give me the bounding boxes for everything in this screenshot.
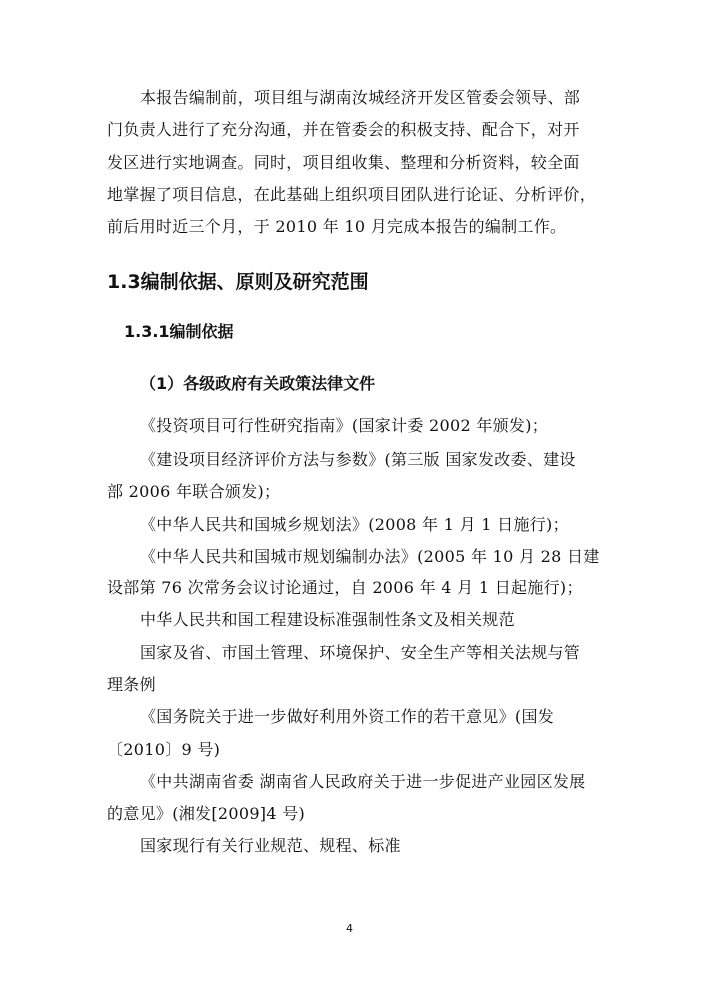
intro-line: 本报告编制前，项目组与湖南汝城经济开发区管委会领导、部 bbox=[140, 88, 581, 107]
reference-line: 设部第 76 次常务会议讨论通过，自 2006 年 4 月 1 日起施行)； bbox=[107, 578, 583, 597]
reference-line: 《投资项目可行性研究指南》(国家计委 2002 年颁发)； bbox=[140, 416, 549, 435]
reference-line: 〔2010〕9 号) bbox=[107, 740, 221, 759]
reference-line: 中华人民共和国工程建设标准强制性条文及相关规范 bbox=[140, 610, 515, 629]
intro-line: 地掌握了项目信息，在此基础上组织项目团队进行论证、分析评价， bbox=[107, 185, 597, 204]
reference-line: 《中共湖南省委 湖南省人民政府关于进一步促进产业园区发展 bbox=[140, 772, 586, 791]
reference-line: 《中华人民共和国城市规划编制办法》(2005 年 10 月 28 日建 bbox=[140, 547, 600, 566]
reference-line: 的意见》(湘发[2009]4 号) bbox=[107, 804, 306, 823]
reference-line: 《国务院关于进一步做好利用外资工作的若干意见》(国发 bbox=[140, 707, 555, 726]
intro-line: 门负责人进行了充分沟通，并在管委会的积极支持、配合下，对开 bbox=[107, 120, 580, 139]
subsection-heading: 1.3.1编制依据 bbox=[124, 322, 234, 341]
reference-line: 理条例 bbox=[107, 675, 156, 694]
subsubsection-heading: （1）各级政府有关政策法律文件 bbox=[140, 374, 376, 393]
intro-line: 发区进行实地调查。同时，项目组收集、整理和分析资料，较全面 bbox=[107, 153, 580, 172]
reference-line: 《中华人民共和国城乡规划法》(2008 年 1 月 1 日施行)； bbox=[140, 515, 569, 534]
reference-line: 部 2006 年联合颁发)； bbox=[107, 482, 281, 501]
reference-line: 国家现行有关行业规范、规程、标准 bbox=[140, 836, 401, 855]
reference-line: 《建设项目经济评价方法与参数》(第三版 国家发改委、建设 bbox=[140, 450, 576, 469]
page-number: 4 bbox=[346, 922, 353, 935]
section-heading: 1.3编制依据、原则及研究范围 bbox=[107, 271, 369, 293]
reference-line: 国家及省、市国土管理、环境保护、安全生产等相关法规与管 bbox=[140, 643, 581, 662]
intro-line: 前后用时近三个月，于 2010 年 10 月完成本报告的编制工作。 bbox=[107, 217, 567, 236]
